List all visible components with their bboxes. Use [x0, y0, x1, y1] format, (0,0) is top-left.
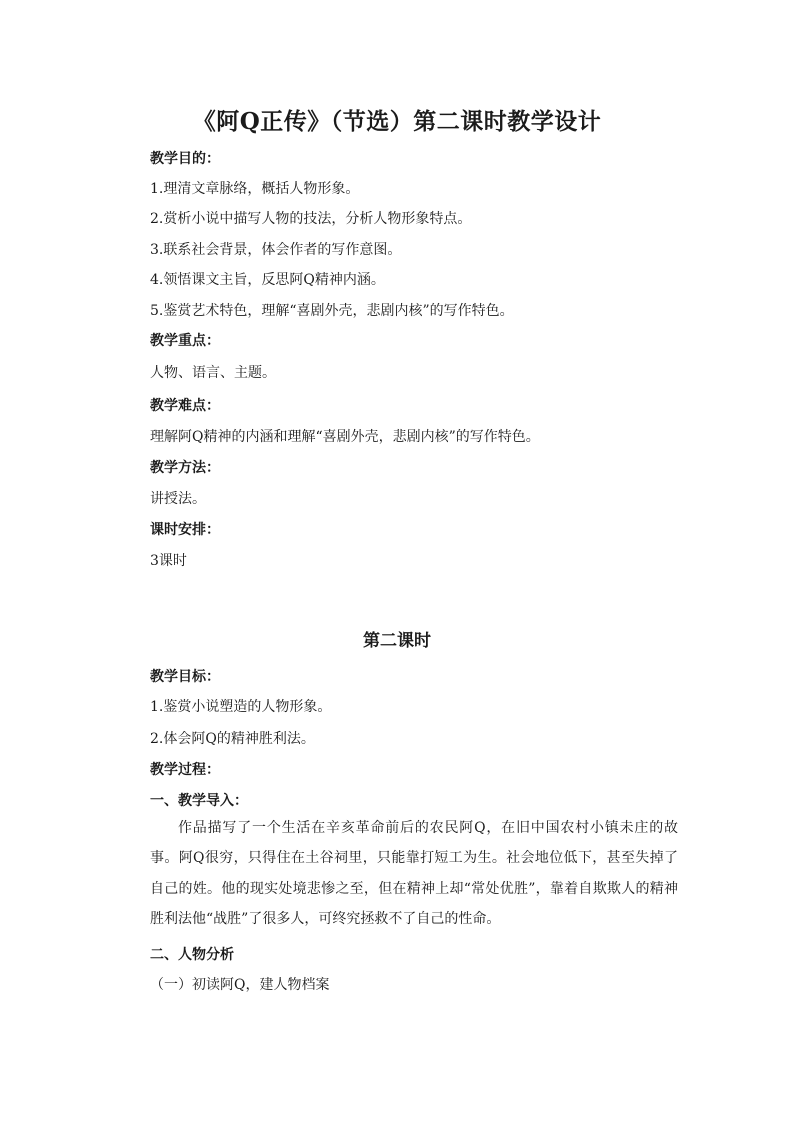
process-heading: 教学过程：: [150, 762, 220, 778]
methods-heading: 教学方法：: [150, 460, 220, 476]
lesson-title: 第二课时: [363, 631, 431, 651]
objective-item: 4.领悟课文主旨，反思阿Q精神内涵。: [150, 272, 385, 288]
schedule-text: 3课时: [150, 553, 187, 569]
objective-item: 2.赏析小说中描写人物的技法，分析人物形象特点。: [150, 211, 472, 227]
key-points-text: 人物、语言、主题。: [150, 365, 276, 381]
key-points-heading: 教学重点：: [150, 333, 220, 349]
intro-heading: 一、教学导入：: [150, 793, 248, 809]
goal-item: 2.体会阿Q的精神胜利法。: [150, 731, 315, 747]
analysis-heading: 二、人物分析: [150, 947, 234, 963]
objective-item: 5.鉴赏艺术特色，理解“喜剧外壳，悲剧内核”的写作特色。: [150, 303, 514, 319]
difficulties-heading: 教学难点：: [150, 398, 220, 414]
document-title: 《阿Q正传》（节选）第二课时教学设计: [192, 108, 602, 135]
analysis-subheading: （一）初读阿Q，建人物档案: [150, 977, 330, 993]
goal-item: 1.鉴赏小说塑造的人物形象。: [150, 699, 332, 715]
schedule-heading: 课时安排：: [150, 522, 220, 538]
objectives-heading: 教学目的：: [150, 151, 220, 167]
difficulties-text: 理解阿Q精神的内涵和理解“喜剧外壳，悲剧内核”的写作特色。: [150, 429, 540, 445]
methods-text: 讲授法。: [150, 491, 206, 507]
goals-heading: 教学目标：: [150, 669, 220, 685]
objective-item: 3.联系社会背景，体会作者的写作意图。: [150, 242, 402, 258]
objective-item: 1.理清文章脉络，概括人物形象。: [150, 181, 360, 197]
intro-paragraph: 作品描写了一个生活在辛亥革命前后的农民阿Q，在旧中国农村小镇未庄的故事。阿Q很穷，只得住在土谷祠里，只能靠打短工为生。社会地位低下，甚至失掉了自己的姓。他的现实处境悲惨之至，但在精神上却“常处优胜”，靠着自欺欺人的精神胜利法他“战胜”了很多人，可终究拯救不了自己的性命。: [150, 820, 678, 927]
